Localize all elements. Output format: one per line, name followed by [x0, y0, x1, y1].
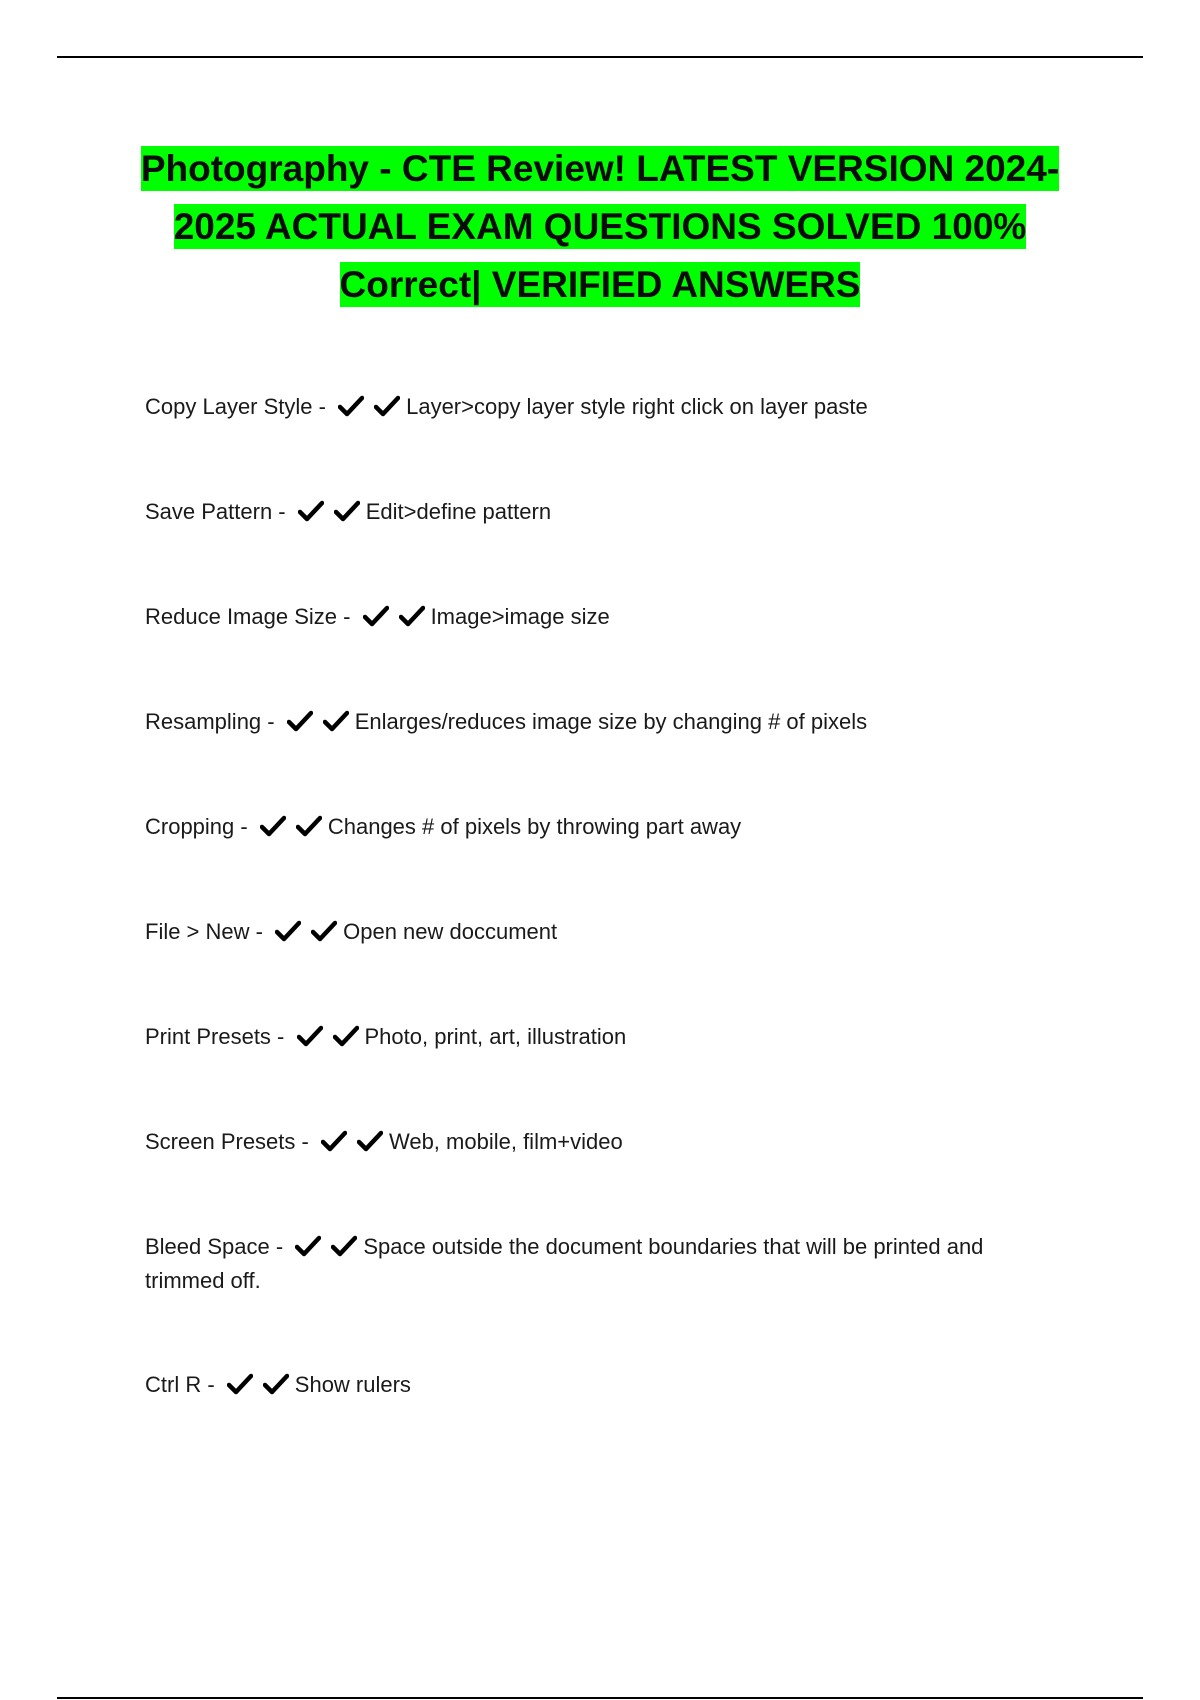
item-term: Ctrl R — [145, 1372, 202, 1397]
list-item — [145, 1368, 1065, 1402]
item-separator: - — [269, 1234, 290, 1259]
item-answer: Changes # of pixels by throwing part away — [327, 814, 742, 839]
check-icon — [227, 1373, 253, 1395]
check-icon — [323, 710, 349, 732]
item-answer: Image>image size — [430, 604, 610, 629]
item-separator: - — [201, 1372, 221, 1397]
check-icon — [374, 395, 400, 417]
list-item — [145, 705, 1065, 739]
list-item — [145, 1020, 1065, 1054]
check-marks — [275, 919, 347, 944]
check-icon — [260, 815, 286, 837]
item-term: Bleed Space — [145, 1234, 270, 1259]
list-item — [145, 600, 1065, 634]
check-marks — [287, 709, 359, 734]
check-icon — [334, 500, 360, 522]
check-icon — [298, 500, 324, 522]
item-answer: Photo, print, art, illustration — [364, 1024, 627, 1049]
item-separator: - — [261, 709, 281, 734]
title-line-2: 2025 ACTUAL EXAM QUESTIONS SOLVED 100% — [173, 206, 1027, 247]
qa-list — [145, 390, 1065, 1473]
item-term: Print Presets — [145, 1024, 271, 1049]
list-item — [145, 1125, 1065, 1159]
item-term: Resampling — [145, 709, 262, 734]
check-icon — [363, 605, 389, 627]
check-marks — [363, 604, 435, 629]
check-icon — [333, 1025, 359, 1047]
check-marks — [297, 1024, 369, 1049]
check-icon — [338, 395, 364, 417]
document-title — [100, 140, 1100, 314]
list-item — [145, 810, 1065, 844]
item-answer: Space outside the document boundaries that will be printed and trimmed off. — [145, 1234, 984, 1293]
item-separator: - — [234, 814, 254, 839]
check-marks — [227, 1372, 299, 1397]
list-item — [145, 390, 1065, 424]
title-line-1: Photography - CTE Review! LATEST VERSION 2024- — [140, 148, 1060, 189]
check-icon — [331, 1235, 357, 1257]
check-icon — [311, 920, 337, 942]
check-icon — [399, 605, 425, 627]
check-marks — [321, 1129, 393, 1154]
check-icon — [295, 1235, 321, 1257]
check-icon — [297, 1025, 323, 1047]
check-icon — [357, 1130, 383, 1152]
item-term: Copy Layer Style — [145, 394, 313, 419]
item-answer: Edit>define pattern — [365, 499, 552, 524]
item-answer: Show rulers — [294, 1372, 411, 1397]
check-icon — [275, 920, 301, 942]
check-marks — [298, 499, 370, 524]
item-separator: - — [249, 919, 270, 944]
item-term: Save Pattern — [145, 499, 273, 524]
item-answer: Web, mobile, film+video — [388, 1129, 623, 1154]
item-answer: Layer>copy layer style right click on layer paste — [406, 394, 868, 419]
item-term: File > New — [145, 919, 250, 944]
item-term: Screen Presets — [145, 1129, 296, 1154]
check-icon — [321, 1130, 347, 1152]
item-separator: - — [272, 499, 292, 524]
top-rule — [57, 56, 1143, 58]
check-marks — [260, 814, 332, 839]
check-icon — [287, 710, 313, 732]
item-separator: - — [295, 1129, 315, 1154]
bottom-rule — [57, 1697, 1143, 1699]
list-item — [145, 495, 1065, 529]
check-marks — [295, 1234, 367, 1259]
item-answer: Enlarges/reduces image size by changing # of pixels — [354, 709, 868, 734]
item-separator: - — [270, 1024, 291, 1049]
list-item — [145, 915, 1065, 949]
check-icon — [296, 815, 322, 837]
item-answer: Open new doccument — [343, 919, 558, 944]
check-marks — [338, 394, 410, 419]
item-term: Cropping — [145, 814, 235, 839]
item-term: Reduce Image Size — [145, 604, 337, 629]
item-separator: - — [312, 394, 333, 419]
item-separator: - — [337, 604, 357, 629]
list-item — [145, 1230, 1065, 1298]
check-icon — [263, 1373, 289, 1395]
title-line-3: Correct| VERIFIED ANSWERS — [339, 264, 861, 305]
